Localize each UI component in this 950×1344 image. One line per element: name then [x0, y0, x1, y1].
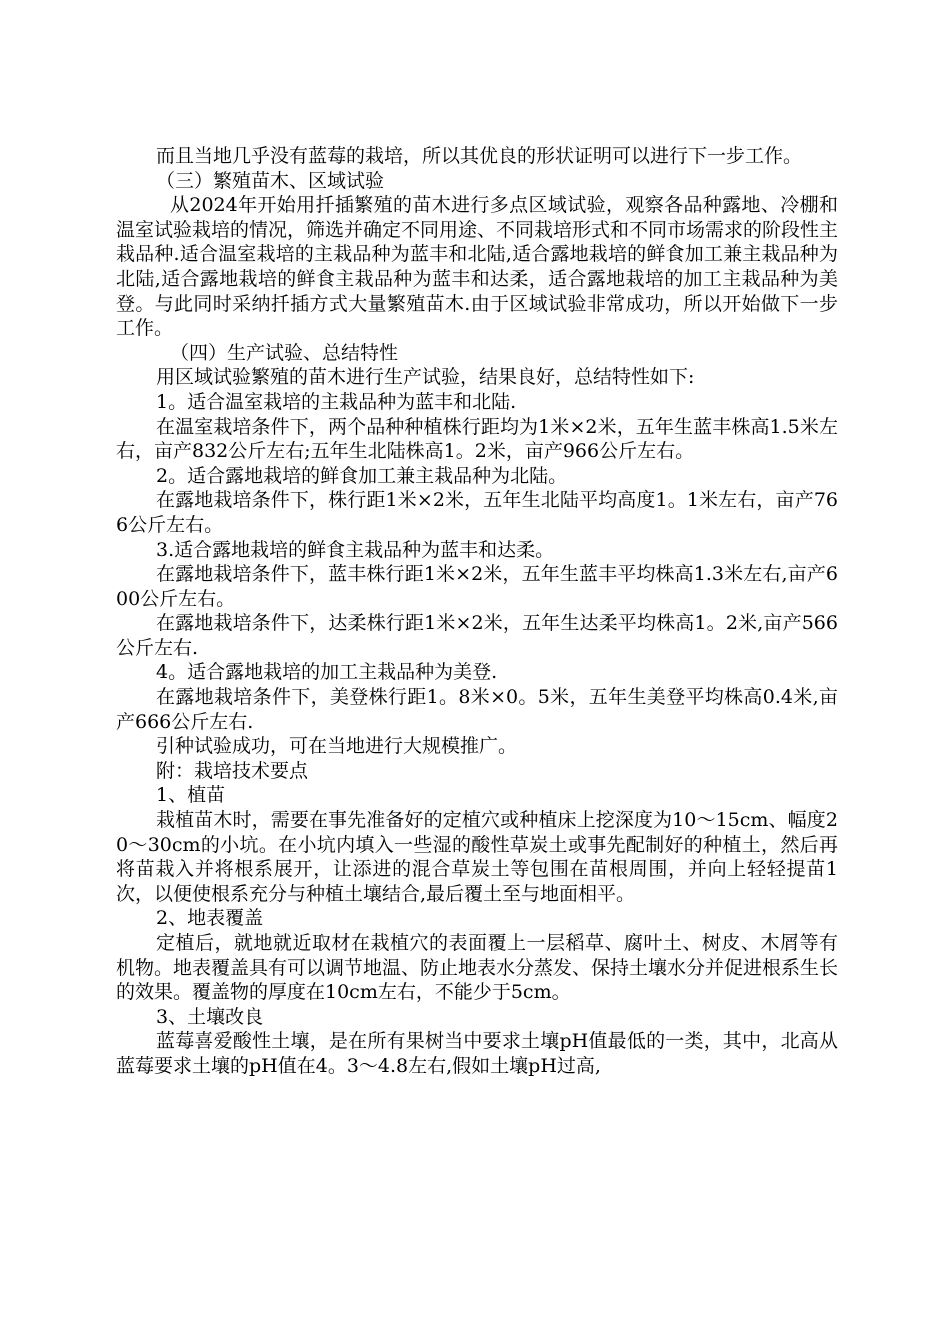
- paragraph: 在露地栽培条件下，达柔株行距1米×2米，五年生达柔平均株高1。2米,亩产566公斤左右.: [116, 612, 838, 659]
- paragraph: 引种试验成功，可在当地进行大规模推广。: [156, 735, 518, 758]
- paragraph: 而且当地几乎没有蓝莓的栽培，所以其优良的形状证明可以进行下一步工作。: [156, 145, 803, 167]
- list-item-heading: 4。适合露地栽培的加工主栽品种为美登.: [156, 661, 498, 684]
- paragraph: 在露地栽培条件下，蓝丰株行距1米×2米，五年生蓝丰平均株高1.3米左右,亩产600公斤左右。: [116, 563, 838, 610]
- appendix-heading: 附：栽培技术要点: [156, 759, 309, 782]
- subsection-heading: 1、植苗: [156, 784, 226, 807]
- section-heading: （四）生产试验、总结特性: [170, 341, 399, 364]
- paragraph: 栽植苗木时，需要在事先准备好的定植穴或种植床上挖深度为10～15cm、幅度20～30cm的小坑。在小坑内填入一些湿的酸性草炭土或事先配制好的种植土，然后再将苗栽入并将根系展开，让添进的混合草炭土等包围在苗根周围，并向上轻轻提苗1次，以便使根系充分与种植土壤结合,最后覆土至与地面相平。: [116, 809, 838, 905]
- paragraph: 定植后，就地就近取材在栽植穴的表面覆上一层稻草、腐叶土、树皮、木屑等有机物。地表覆盖具有可以调节地温、防止地表水分蒸发、保持土壤水分并促进根系生长的效果。覆盖物的厚度在10cm左右，不能少于5cm。: [116, 932, 839, 1004]
- subsection-heading: 2、地表覆盖: [156, 907, 264, 930]
- paragraph: 用区域试验繁殖的苗木进行生产试验，结果良好，总结特性如下:: [156, 366, 695, 389]
- list-item-heading: 1。适合温室栽培的主栽品种为蓝丰和北陆.: [156, 390, 517, 413]
- subsection-heading: 3、土壤改良: [156, 1005, 264, 1028]
- list-item-heading: 2。适合露地栽培的鲜食加工兼主栽品种为北陆。: [156, 464, 568, 487]
- paragraph: 蓝莓喜爱酸性土壤，是在所有果树当中要求土壤pH值最低的一类，其中，北高从蓝莓要求土壤的pH值在4。3～4.8左右,假如土壤pH过高,: [116, 1030, 838, 1077]
- list-item-heading: 3.适合露地栽培的鲜食主栽品种为蓝丰和达柔。: [156, 538, 555, 561]
- section-heading: （三）繁殖苗木、区域试验: [156, 169, 385, 192]
- paragraph: 从2024年开始用扦插繁殖的苗木进行多点区域试验，观察各品种露地、冷棚和温室试验栽培的情况，筛选并确定不同用途、不同栽培形式和不同市场需求的阶段性主栽品种.适合温室栽培的主栽品种为蓝丰和北陆,适合露地栽培的鲜食加工兼主栽品种为北陆,适合露地栽培的鲜食主栽品种为蓝丰和达柔，适合露地栽培的加工主栽品种为美登。与此同时采纳扦插方式大量繁殖苗木.由于区域试验非常成功，所以开始做下一步工作。: [116, 194, 839, 340]
- document-page: [116, 144, 838, 1079]
- paragraph: 在露地栽培条件下，美登株行距1。8米×0。5米，五年生美登平均株高0.4米,亩产666公斤左右.: [116, 686, 838, 733]
- paragraph: 在露地栽培条件下，株行距1米×2米，五年生北陆平均高度1。1米左右，亩产766公斤左右。: [116, 489, 838, 536]
- paragraph: 在温室栽培条件下，两个品种种植株行距均为1米×2米，五年生蓝丰株高1.5米左右，亩产832公斤左右;五年生北陆株高1。2米，亩产966公斤左右。: [116, 415, 838, 463]
